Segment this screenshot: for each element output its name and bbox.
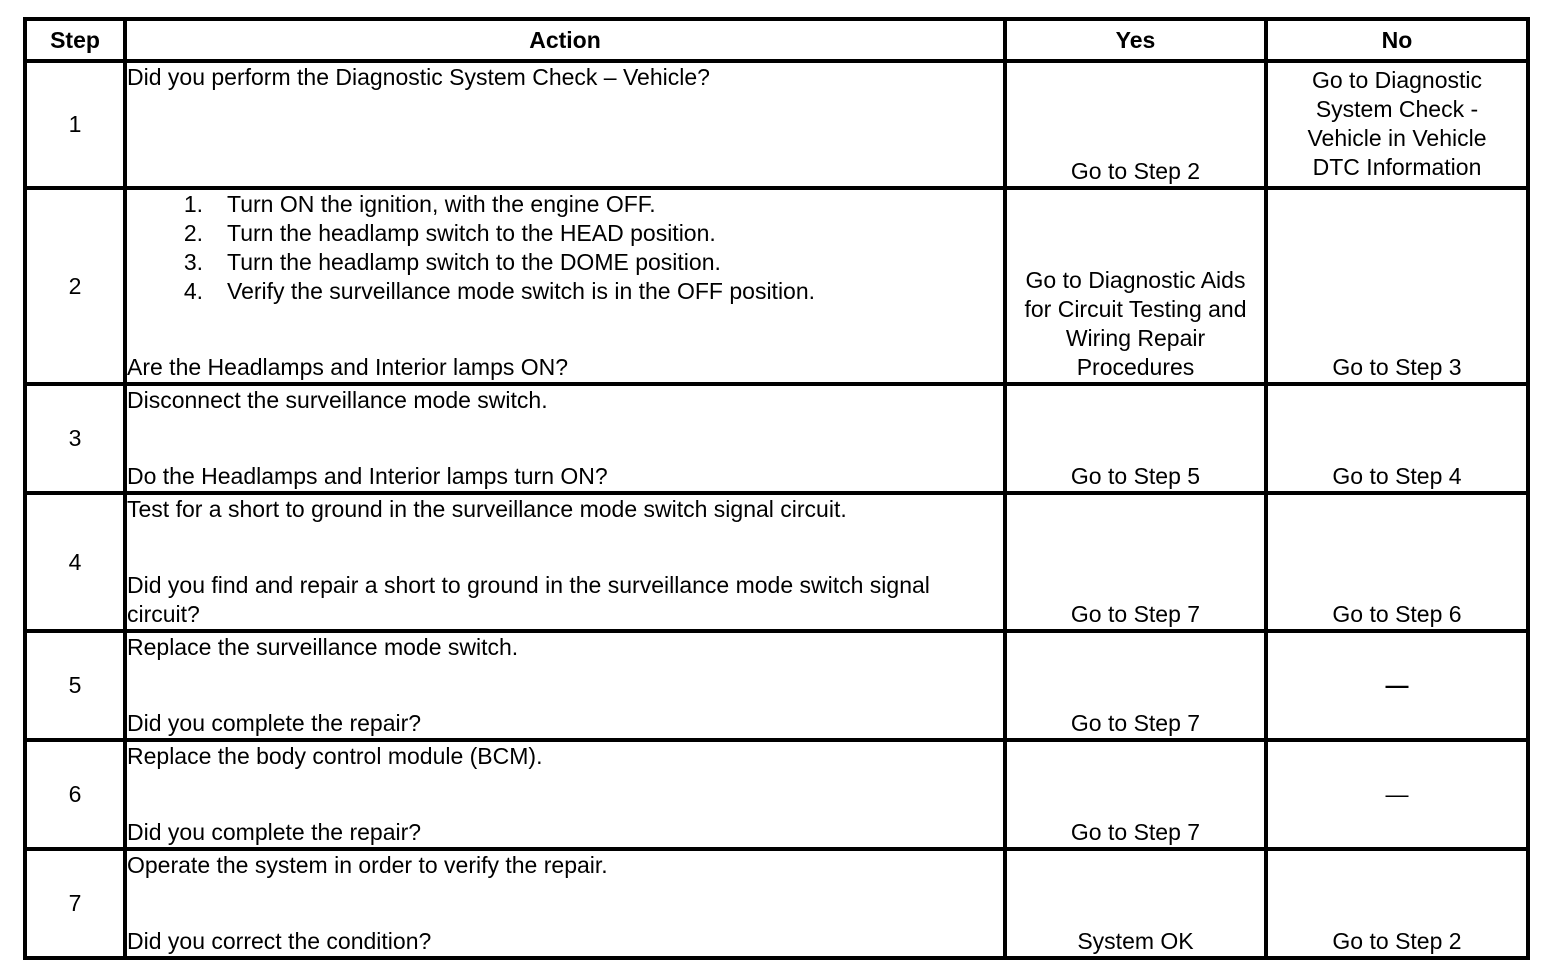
yes-result-text: Go to Diagnostic Aids for Circuit Testing and Wiring Repair Procedures <box>1024 267 1247 380</box>
step-number: 4 <box>25 493 125 631</box>
table-row <box>25 61 1528 188</box>
header-yes: Yes <box>1005 19 1266 61</box>
yes-result <box>1005 188 1266 384</box>
action-question: Are the Headlamps and Interior lamps ON? <box>127 354 569 380</box>
list-item <box>127 219 1003 248</box>
action-content <box>127 851 1003 956</box>
table-row <box>25 384 1528 493</box>
no-result: Go to Step 2 <box>1266 849 1528 958</box>
no-result: Go to Step 6 <box>1266 493 1528 631</box>
list-item-text: Turn the headlamp switch to the HEAD position. <box>227 220 716 246</box>
action-question: Did you complete the repair? <box>127 710 422 736</box>
list-item-number: 3. <box>183 249 203 275</box>
action-cell <box>125 384 1005 493</box>
action-content <box>127 190 1003 382</box>
table-row <box>25 493 1528 631</box>
no-result: Go to Step 4 <box>1266 384 1528 493</box>
header-no: No <box>1266 19 1528 61</box>
action-content <box>127 742 1003 847</box>
action-question: Did you find and repair a short to ground in the surveillance mode switch signal circuit? <box>127 572 930 627</box>
action-cell <box>125 493 1005 631</box>
list-item <box>127 277 1003 306</box>
list-item-text: Turn the headlamp switch to the DOME position. <box>227 249 721 275</box>
no-result: — <box>1266 631 1528 740</box>
list-item-number: 2. <box>183 220 203 246</box>
action-question: Did you correct the condition? <box>127 928 432 954</box>
action-text: Test for a short to ground in the surveillance mode switch signal circuit. <box>127 496 847 522</box>
action-text: Operate the system in order to verify the repair. <box>127 852 608 878</box>
action-content <box>127 495 1003 629</box>
action-cell <box>125 849 1005 958</box>
list-item <box>127 248 1003 277</box>
yes-result: System OK <box>1005 849 1266 958</box>
step-number: 3 <box>25 384 125 493</box>
header-action: Action <box>125 19 1005 61</box>
action-cell <box>125 61 1005 188</box>
no-result: — <box>1266 740 1528 849</box>
table-row <box>25 188 1528 384</box>
step-number: 5 <box>25 631 125 740</box>
table-row <box>25 631 1528 740</box>
action-content <box>127 386 1003 491</box>
action-text: Disconnect the surveillance mode switch. <box>127 387 548 413</box>
yes-result: Go to Step 5 <box>1005 384 1266 493</box>
diagnostic-table <box>23 17 1530 960</box>
no-result-text: Go to Diagnostic System Check - Vehicle in Vehicle DTC Information <box>1307 67 1487 180</box>
action-text: Replace the surveillance mode switch. <box>127 634 519 660</box>
yes-result: Go to Step 2 <box>1005 61 1266 188</box>
step-number: 1 <box>25 61 125 188</box>
yes-result: Go to Step 7 <box>1005 740 1266 849</box>
action-text: Did you perform the Diagnostic System Check – Vehicle? <box>127 64 710 90</box>
action-cell <box>125 631 1005 740</box>
action-cell <box>125 188 1005 384</box>
table-header-row <box>25 19 1528 61</box>
yes-result: Go to Step 7 <box>1005 493 1266 631</box>
list-item-text: Turn ON the ignition, with the engine OFF. <box>227 191 656 217</box>
step-number: 2 <box>25 188 125 384</box>
list-item-text: Verify the surveillance mode switch is in the OFF position. <box>227 278 816 304</box>
action-content <box>127 633 1003 738</box>
action-question: Did you complete the repair? <box>127 819 422 845</box>
list-item-number: 4. <box>183 278 203 304</box>
step-number: 7 <box>25 849 125 958</box>
table-row <box>25 849 1528 958</box>
action-text: Replace the body control module (BCM). <box>127 743 543 769</box>
table-row <box>25 740 1528 849</box>
procedure-list <box>127 190 1003 306</box>
list-item <box>127 190 1003 219</box>
no-result: Go to Step 3 <box>1266 188 1528 384</box>
no-result <box>1266 61 1528 188</box>
action-cell <box>125 740 1005 849</box>
action-question: Do the Headlamps and Interior lamps turn ON? <box>127 463 608 489</box>
step-number: 6 <box>25 740 125 849</box>
list-item-number: 1. <box>183 191 203 217</box>
header-step: Step <box>25 19 125 61</box>
yes-result: Go to Step 7 <box>1005 631 1266 740</box>
